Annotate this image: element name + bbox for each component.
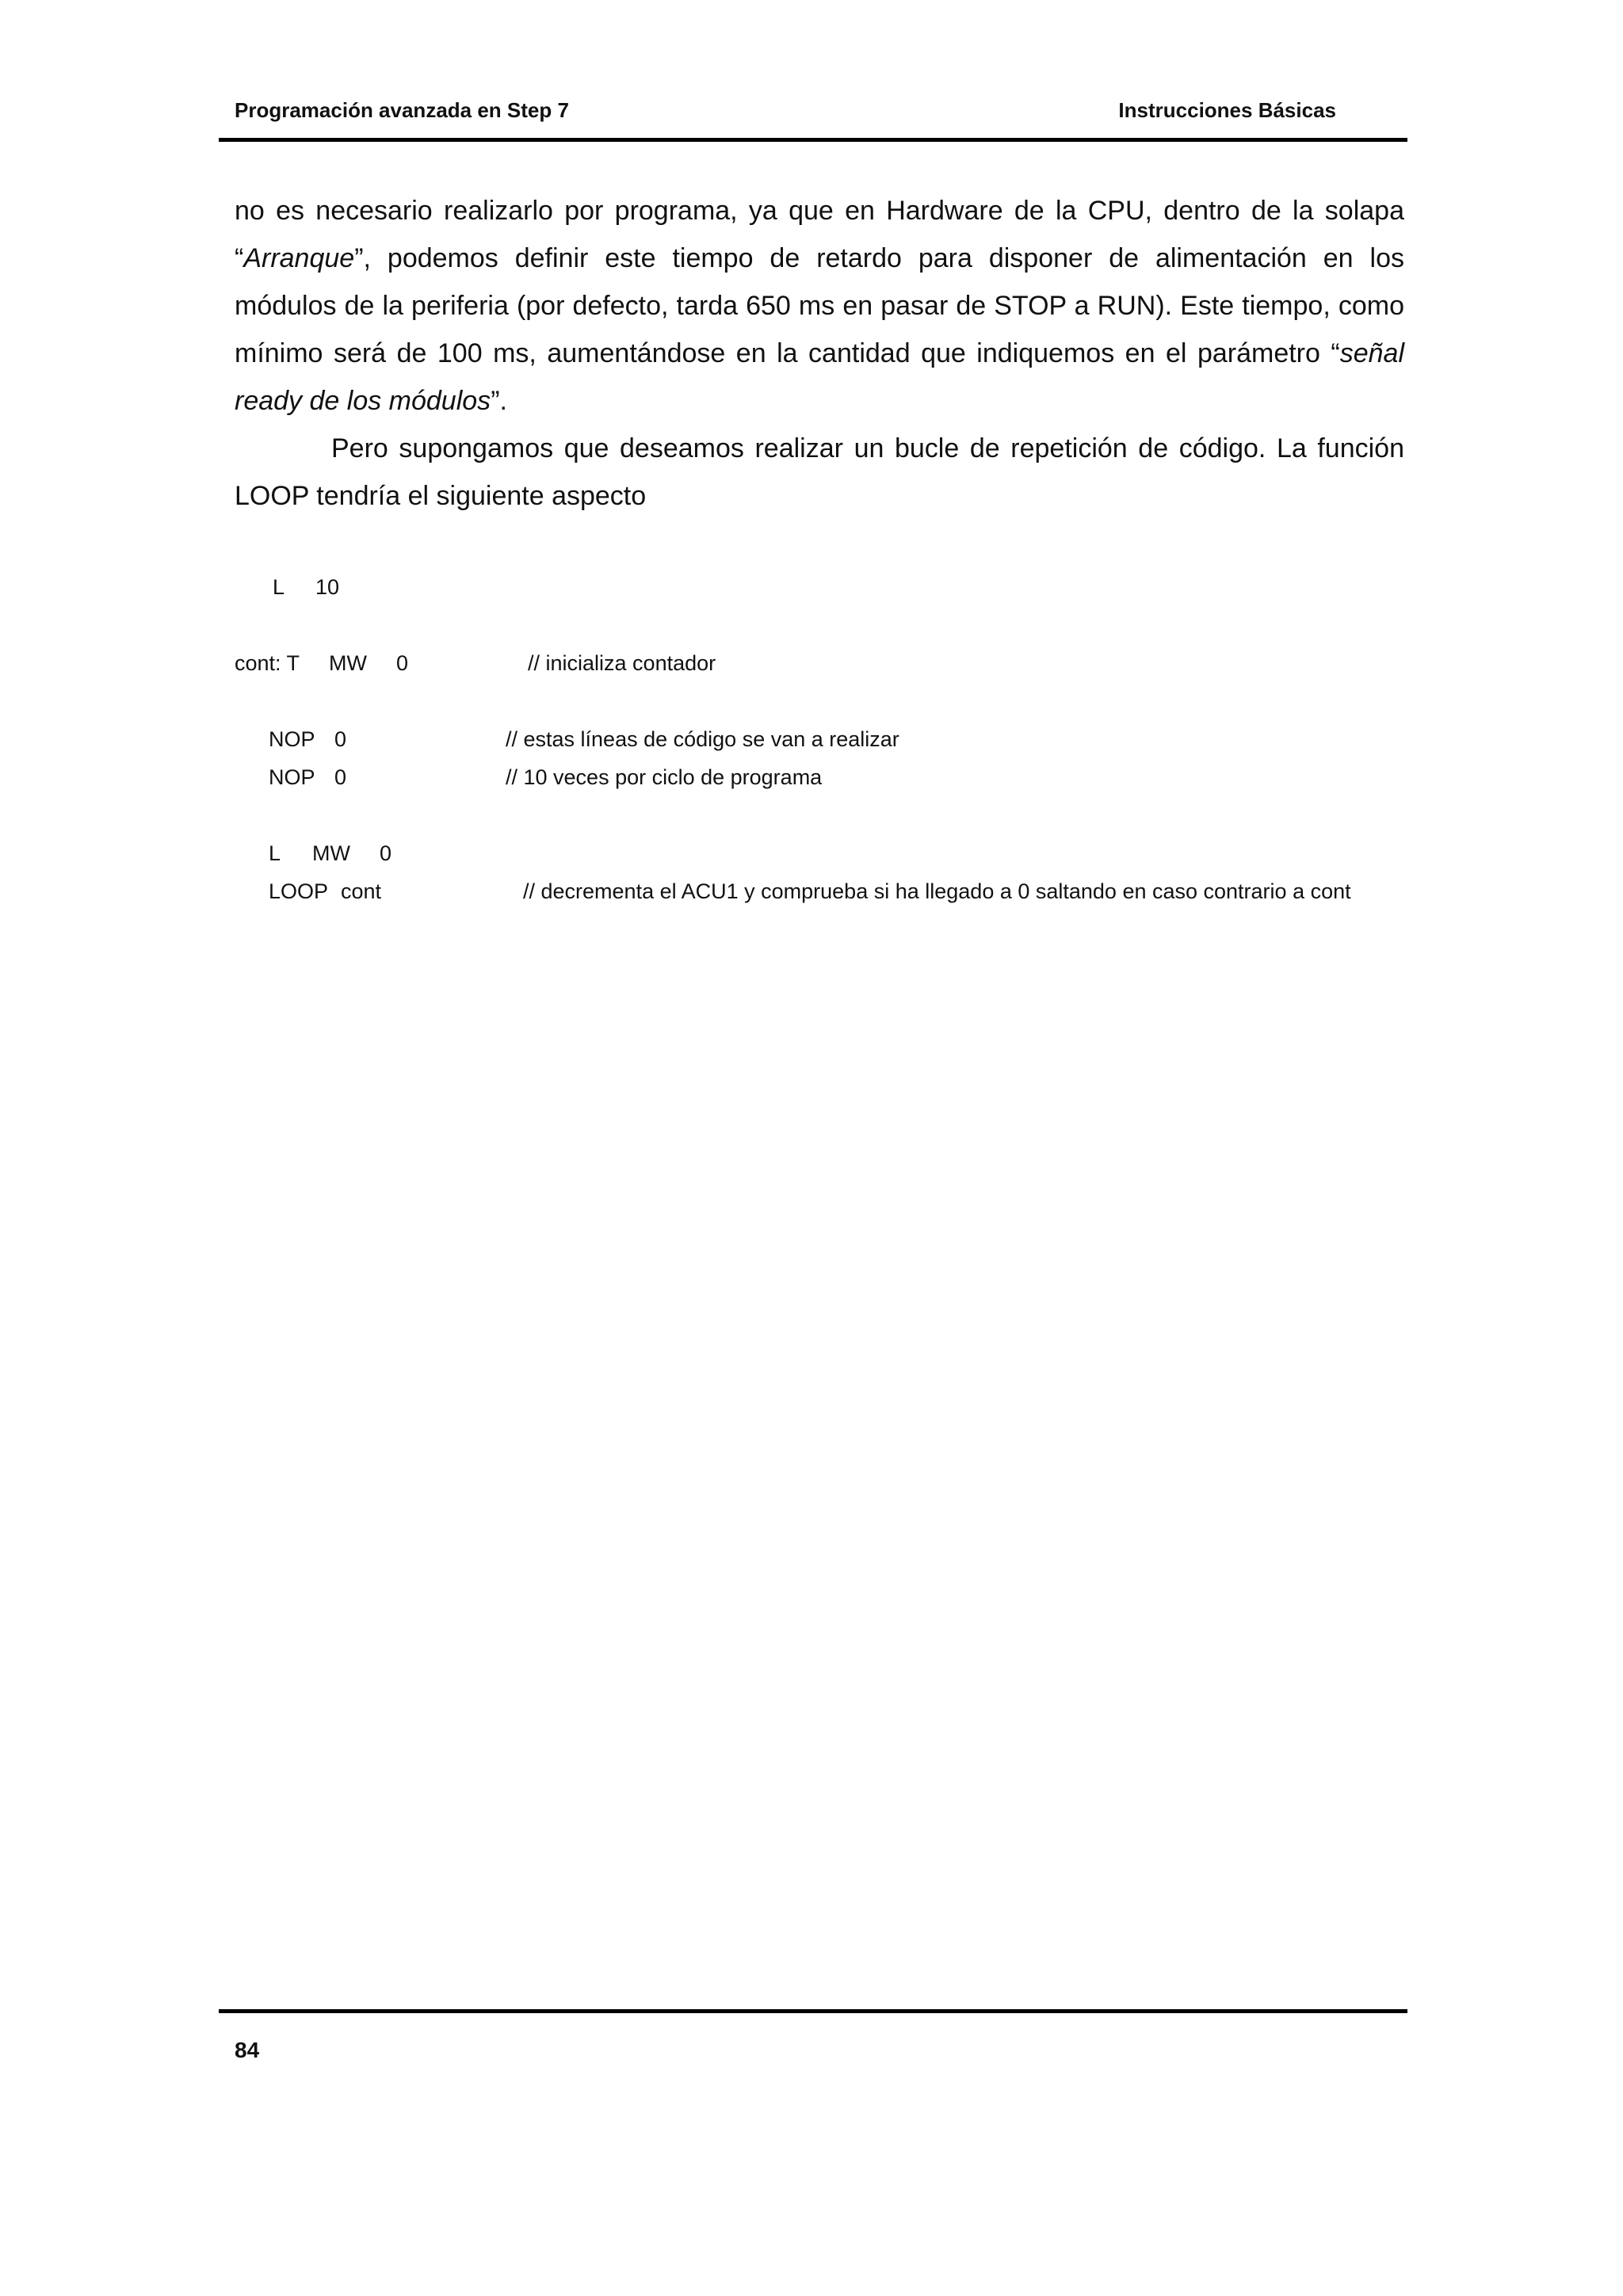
page-number: 84 — [235, 2038, 260, 2062]
code-line2-label: cont: T — [235, 651, 300, 675]
code-line6-arg: cont — [341, 879, 382, 903]
paragraph-2: Pero supongamos que deseamos realizar un bucle de repetición de código. La función LOOP tendría el siguiente aspecto — [235, 433, 1404, 511]
code-line5-op2: MW — [312, 841, 350, 865]
code-line4-comment: // 10 veces por ciclo de programa — [506, 765, 823, 789]
code-line4-op: NOP — [269, 765, 315, 789]
header-chapter-title: Instrucciones Básicas — [1118, 98, 1336, 122]
italic-arranque: Arranque — [243, 243, 355, 273]
code-line3-comment: // estas líneas de código se van a realizar — [506, 727, 899, 751]
code-line1-op: L — [273, 575, 285, 599]
code-line6-op: LOOP — [269, 879, 329, 903]
code-line3-arg: 0 — [334, 727, 347, 751]
code-line3-op: NOP — [269, 727, 315, 751]
code-line5-op: L — [269, 841, 281, 865]
paragraph-1: no es necesario realizarlo por programa, ya que en Hardware de la CPU, dentro de la solapa “Arranque”, podemos definir este tiempo de retardo para disponer de alimentación en los módulos de la periferia (por defecto, tarda 650 ms en pasar de STOP a RUN). Este tiempo, como mínimo será de 100 ms, aumentándose en la cantidad que indiquemos en el parámetro “señal ready de los módulos”. — [235, 196, 1404, 416]
page-header — [219, 95, 1352, 143]
code-line6-comment: // decrementa el ACU1 y comprueba si ha llegado a 0 saltando en caso contrario a cont — [523, 879, 1351, 903]
code-line5-arg: 0 — [380, 841, 392, 865]
main-text — [235, 187, 1404, 520]
code-line2-op: MW — [329, 651, 367, 675]
header-book-title: Programación avanzada en Step 7 — [235, 98, 569, 122]
code-line4-arg: 0 — [334, 765, 347, 789]
code-line1-arg: 10 — [315, 575, 340, 599]
code-line2-comment: // inicializa contador — [528, 651, 716, 675]
code-line2-arg: 0 — [396, 651, 409, 675]
footer-rule — [219, 2009, 1407, 2013]
header-rule — [219, 138, 1407, 142]
italic-senal-ready: señal ready de los módulos — [235, 338, 1404, 416]
